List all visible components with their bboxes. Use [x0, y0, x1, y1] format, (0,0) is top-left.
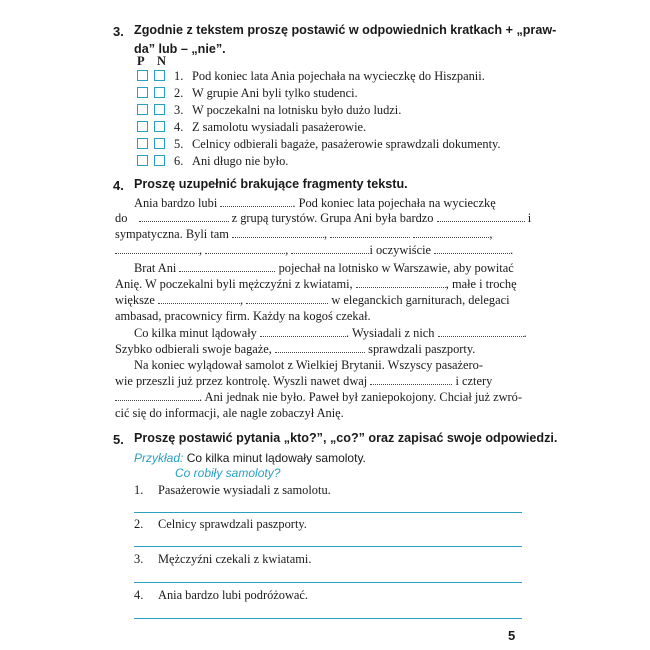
checkbox-p[interactable]: [137, 104, 148, 115]
statement-text: Ani długo nie było.: [192, 154, 289, 168]
true-false-header: [137, 54, 177, 69]
example-label: Przykład:: [134, 451, 184, 465]
fill-in-blank[interactable]: [437, 211, 525, 222]
text-line: [115, 293, 525, 308]
text-fragment: Co kilka minut lądowały: [134, 326, 257, 340]
text-fragment: .: [523, 326, 527, 340]
answer-line[interactable]: [134, 546, 522, 547]
text-fragment: ,: [199, 243, 203, 257]
exercise-5-number: 5.: [113, 432, 124, 447]
text-fragment: . Pod koniec lata pojechała na wycieczkę: [292, 196, 496, 210]
item-number: 4.: [134, 588, 144, 602]
text-line: [115, 227, 525, 242]
page-number: 5: [508, 628, 516, 643]
checkbox-n[interactable]: [154, 104, 165, 115]
question-text: Ania bardzo lubi podróżować.: [158, 588, 309, 602]
item-number: 4.: [174, 120, 184, 134]
question-text: Celnicy sprawdzali paszporty.: [158, 517, 307, 531]
item-number: 3.: [134, 552, 144, 566]
item-number: 1.: [134, 483, 144, 497]
fill-in-blank[interactable]: [413, 227, 489, 238]
question-text: Pasażerowie wysiadali z samolotu.: [158, 483, 331, 497]
true-false-row: [137, 136, 501, 152]
text-fragment: sympatyczna. Byli tam: [115, 227, 229, 241]
fill-in-blank[interactable]: [115, 243, 199, 254]
fill-in-blank[interactable]: [158, 293, 240, 304]
text-line: [115, 211, 532, 226]
exercise-4-title: Proszę uzupełnić brakujące fragmenty tekstu.: [134, 177, 408, 191]
exercise-4-number: 4.: [113, 178, 124, 193]
checkbox-n[interactable]: [154, 87, 165, 98]
checkbox-p[interactable]: [137, 121, 148, 132]
item-number: 1.: [174, 69, 184, 83]
item-number: 2.: [134, 517, 144, 531]
true-false-row: [137, 68, 485, 84]
column-n-label: N: [157, 54, 167, 68]
text-line: Na koniec wylądował samolot z Wielkiej Brytanii. Wszyscy pasażero-: [134, 358, 483, 372]
exercise-3-title-line1: Zgodnie z tekstem proszę postawić w odpowiednich kratkach + „praw-: [134, 23, 557, 37]
question-text: Mężczyźni czekali z kwiatami.: [158, 552, 312, 566]
text-fragment: do: [115, 211, 128, 225]
text-line: [115, 243, 525, 258]
text-line: [115, 390, 525, 405]
item-number: 2.: [174, 86, 184, 100]
checkbox-p[interactable]: [137, 87, 148, 98]
text-fragment: i: [527, 211, 532, 225]
fill-in-blank[interactable]: [115, 390, 199, 401]
text-line: [134, 196, 544, 211]
fill-in-blank[interactable]: [370, 374, 452, 385]
text-fragment: i oczywiście: [369, 243, 432, 257]
text-fragment: ,: [240, 293, 244, 307]
text-fragment: Szybko odbierali swoje bagaże,: [115, 342, 272, 356]
fill-in-blank[interactable]: [434, 243, 510, 254]
text-fragment: ,: [324, 227, 328, 241]
text-line: [115, 342, 525, 357]
exercise-3-number: 3.: [113, 24, 124, 39]
text-fragment: Anię. W poczekalni byli mężczyźni z kwiatami,: [115, 277, 353, 291]
fill-in-blank[interactable]: [232, 227, 324, 238]
text-fragment: Ania bardzo lubi: [134, 196, 218, 210]
item-number: 3.: [174, 103, 184, 117]
text-fragment: sprawdzali paszporty.: [368, 342, 476, 356]
statement-text: Celnicy odbierali bagaże, pasażerowie sprawdzali dokumenty.: [192, 137, 501, 151]
text-fragment: ,: [489, 227, 493, 241]
checkbox-n[interactable]: [154, 70, 165, 81]
question-row: [134, 483, 331, 498]
text-fragment: , małe i trochę: [445, 277, 517, 291]
item-number: 5.: [174, 137, 184, 151]
answer-line[interactable]: [134, 512, 522, 513]
text-line: [115, 277, 525, 292]
text-fragment: i cztery: [455, 374, 493, 388]
fill-in-blank[interactable]: [330, 227, 410, 238]
true-false-row: [137, 85, 358, 101]
question-row: [134, 517, 307, 532]
true-false-row: [137, 119, 366, 135]
example-text: Co kilka minut lądowały samoloty.: [186, 451, 366, 465]
text-line: [134, 261, 544, 276]
fill-in-blank[interactable]: [179, 261, 275, 272]
exercise-3-title-line2: da” lub – „nie”.: [134, 42, 226, 56]
checkbox-p[interactable]: [137, 70, 148, 81]
text-fragment: z grupą turystów. Grupa Ani była bardzo: [231, 211, 434, 225]
fill-in-blank[interactable]: [139, 211, 229, 222]
exercise-3-title: [134, 21, 556, 59]
fill-in-blank[interactable]: [205, 243, 285, 254]
statement-text: W poczekalni na lotnisku było dużo ludzi.: [192, 103, 402, 117]
fill-in-blank[interactable]: [275, 342, 365, 353]
example-answer: Co robiły samoloty?: [175, 466, 281, 480]
text-fragment: pojechał na lotnisko w Warszawie, aby powitać: [278, 261, 514, 275]
exercise-5-title: Proszę postawić pytania „kto?”, „co?” oraz zapisać swoje odpowiedzi.: [134, 431, 558, 445]
checkbox-p[interactable]: [137, 155, 148, 166]
fill-in-blank[interactable]: [246, 293, 328, 304]
example: [134, 451, 366, 465]
fill-in-blank[interactable]: [260, 326, 346, 337]
answer-line[interactable]: [134, 582, 522, 583]
text-line: ambasad, pracownicy firm. Każdy na kogoś czekał.: [115, 309, 371, 323]
fill-in-blank[interactable]: [438, 326, 524, 337]
column-p-label: P: [137, 54, 145, 68]
text-line: [115, 374, 525, 389]
statement-text: Pod koniec lata Ania pojechała na wycieczkę do Hiszpanii.: [192, 69, 485, 83]
checkbox-n[interactable]: [154, 138, 165, 149]
fill-in-blank[interactable]: [291, 243, 369, 254]
fill-in-blank[interactable]: [220, 196, 292, 207]
true-false-row: [137, 153, 288, 169]
checkbox-n[interactable]: [154, 121, 165, 132]
text-line: cić się do informacji, ale nagle zobaczył Anię.: [115, 406, 344, 420]
statement-text: W grupie Ani byli tylko studenci.: [192, 86, 358, 100]
true-false-row: [137, 102, 401, 118]
text-line: [134, 326, 544, 341]
statement-text: Z samolotu wysiadali pasażerowie.: [192, 120, 367, 134]
checkbox-n[interactable]: [154, 155, 165, 166]
text-fragment: wie przeszli już przez kontrolę. Wyszli nawet dwaj: [115, 374, 368, 388]
fill-in-blank[interactable]: [356, 277, 446, 288]
text-fragment: .: [510, 243, 514, 257]
item-number: 6.: [174, 154, 184, 168]
question-row: [134, 552, 311, 567]
checkbox-p[interactable]: [137, 138, 148, 149]
question-row: [134, 588, 308, 603]
text-fragment: Brat Ani: [134, 261, 177, 275]
answer-line[interactable]: [134, 618, 522, 619]
text-fragment: w eleganckich garniturach, delegaci: [331, 293, 510, 307]
text-fragment: ,: [285, 243, 289, 257]
text-fragment: większe: [115, 293, 155, 307]
text-fragment: . Wysiadali z nich: [345, 326, 435, 340]
text-fragment: . Ani jednak nie było. Paweł był zaniepokojony. Chciał już zwró-: [199, 390, 522, 404]
